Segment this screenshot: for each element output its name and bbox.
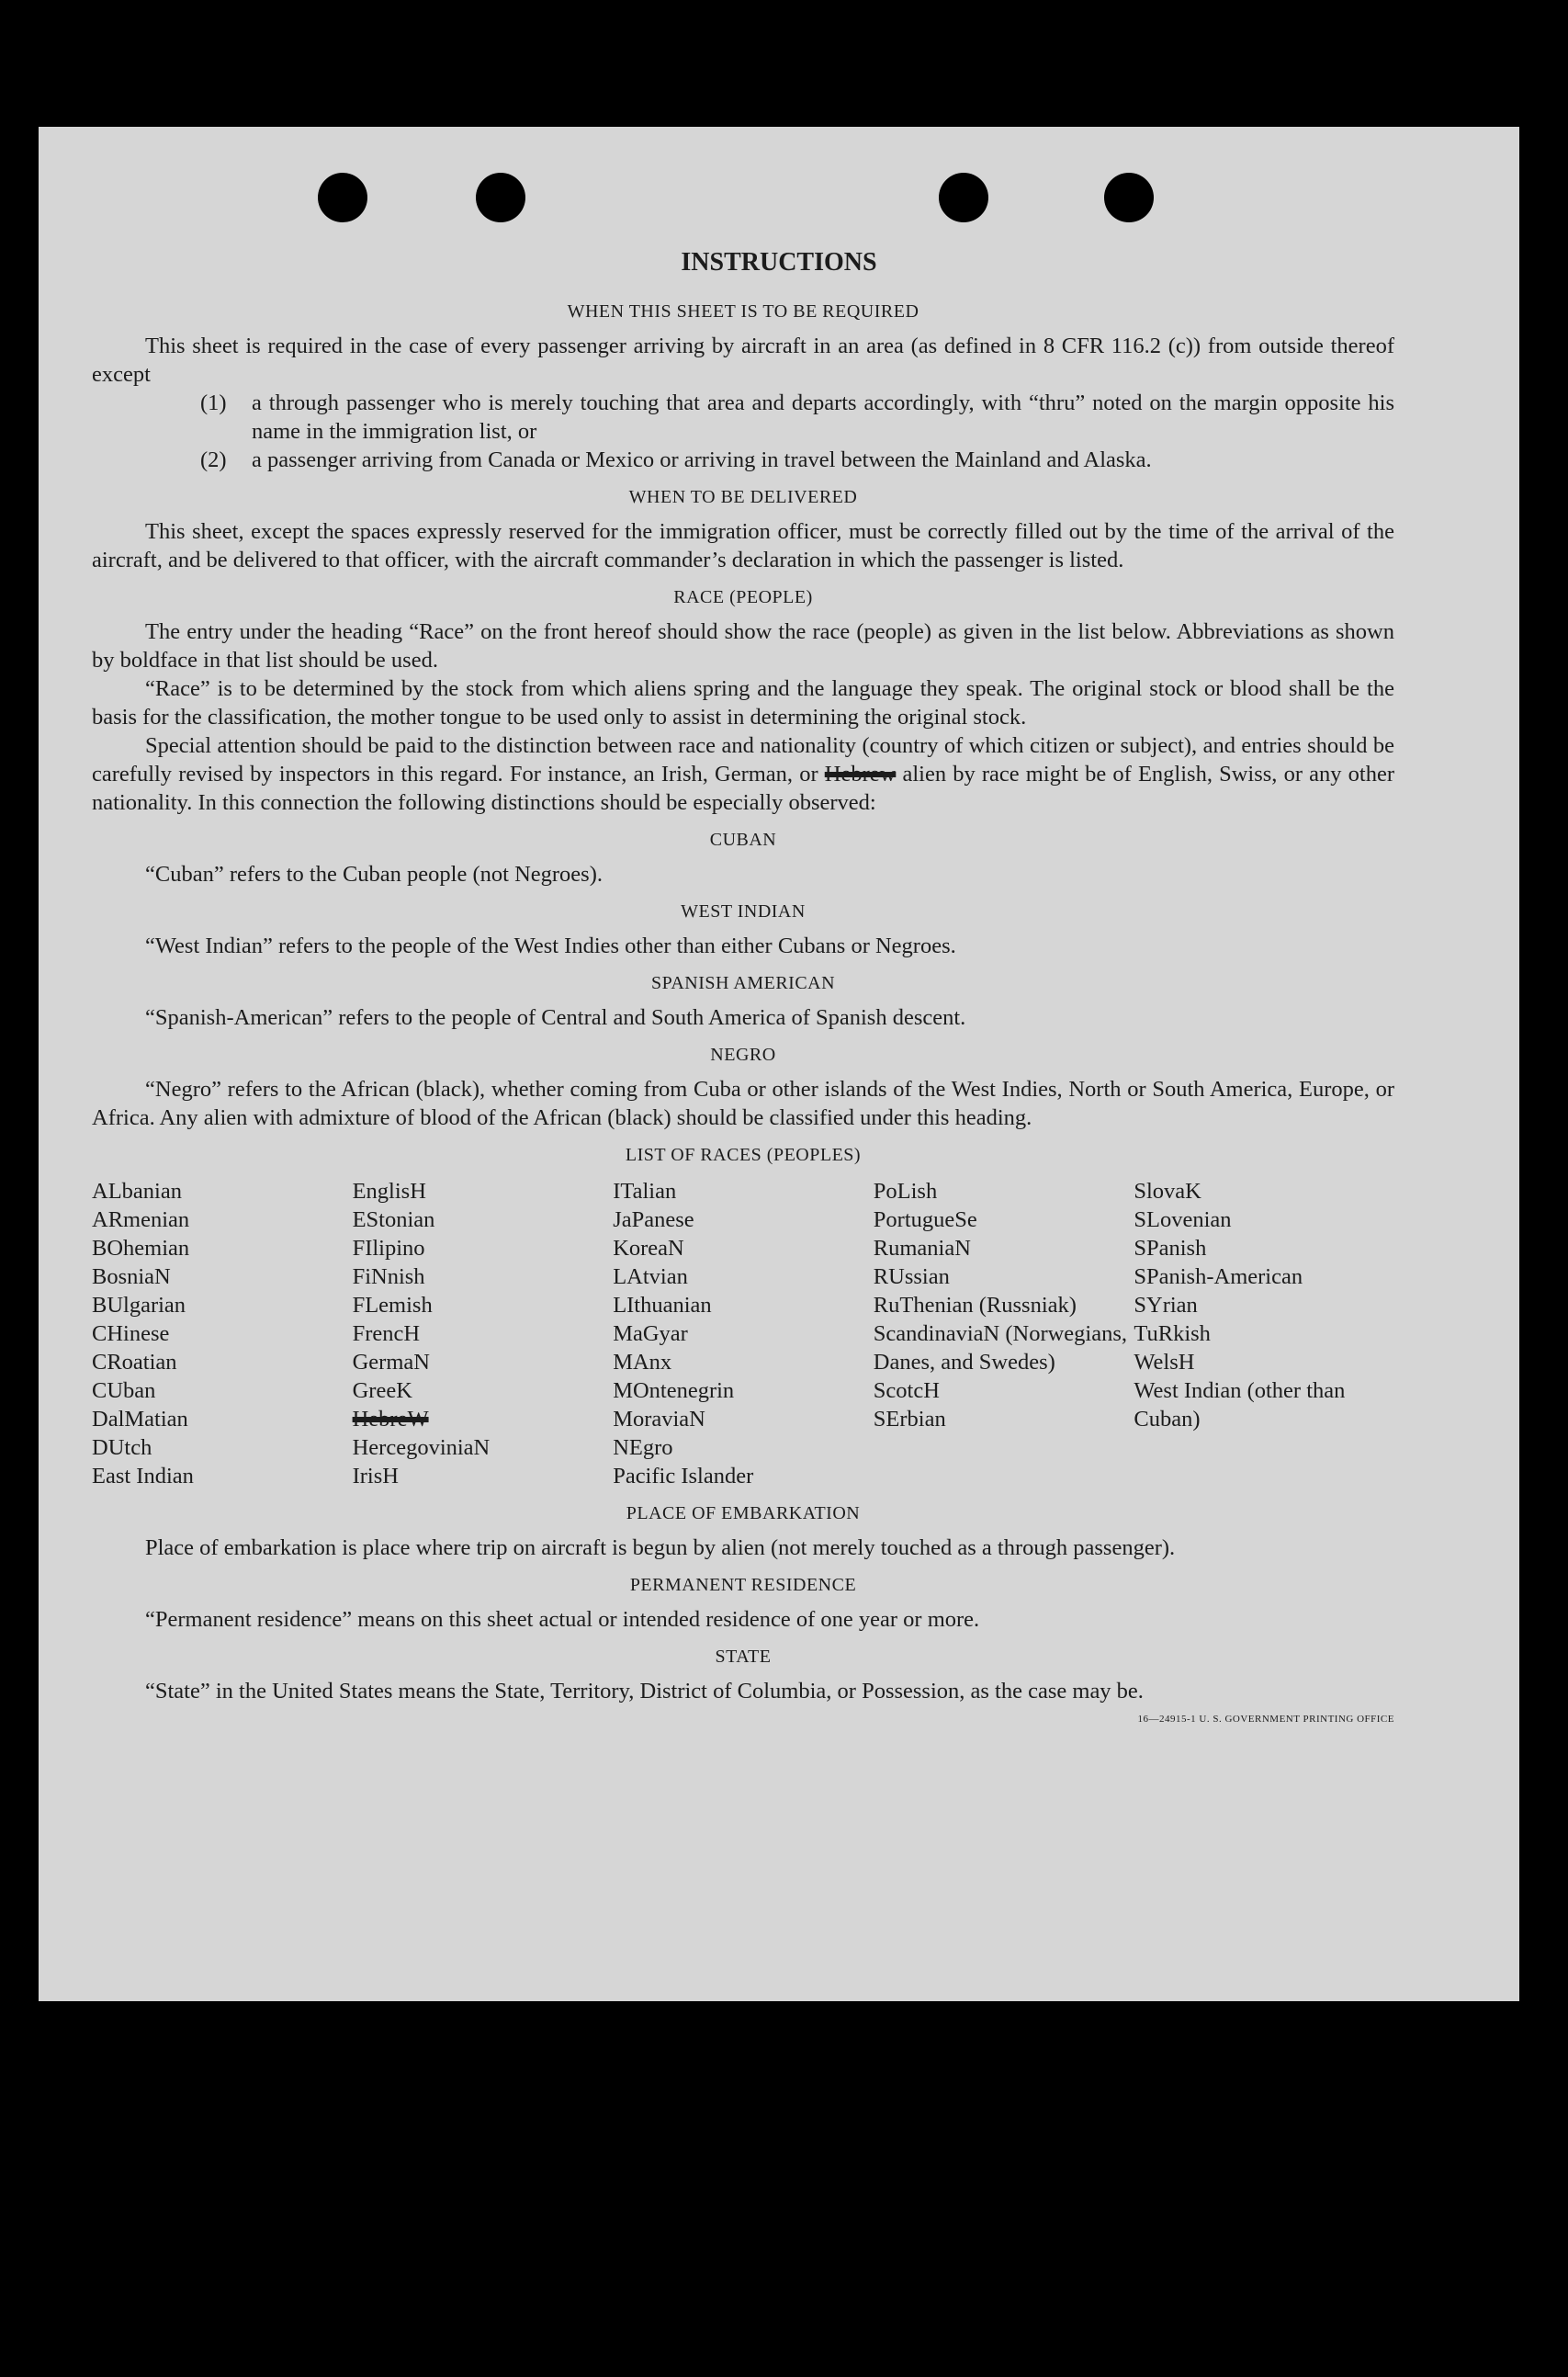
race-entry: KoreaN bbox=[613, 1236, 684, 1261]
section-heading-negro: NEGRO bbox=[710, 1045, 776, 1065]
list-item-number: (2) bbox=[200, 447, 227, 472]
race-entry: HercegoviniaN bbox=[352, 1435, 491, 1460]
race-entry: IrisH bbox=[352, 1464, 399, 1488]
race-entry: CHinese bbox=[92, 1321, 170, 1346]
paragraph-cuban: “Cuban” refers to the Cuban people (not Negroes). bbox=[145, 862, 603, 887]
race-entry: MOntenegrin bbox=[613, 1378, 735, 1403]
paragraph-west-indian: “West Indian” refers to the people of the West Indies other than either Cubans or Negroes. bbox=[145, 934, 956, 958]
race-entry: PoLish bbox=[873, 1179, 938, 1204]
race-entry: FIlipino bbox=[352, 1236, 425, 1261]
race-entry: CUban bbox=[92, 1378, 156, 1403]
paragraph-embarkation: Place of embarkation is place where trip on aircraft is begun by alien (not merely touched as a through passenger). bbox=[145, 1535, 1176, 1560]
section-heading-race: RACE (PEOPLE) bbox=[673, 587, 813, 607]
race-entry: SPanish bbox=[1134, 1236, 1207, 1261]
race-entry: LAtvian bbox=[613, 1264, 688, 1289]
race-entry: SlovaK bbox=[1134, 1179, 1201, 1204]
instruction-sheet bbox=[39, 127, 1519, 2001]
race-entry: RUssian bbox=[873, 1264, 950, 1289]
punch-hole bbox=[939, 173, 988, 222]
race-entry: FiNnish bbox=[352, 1264, 425, 1289]
section-heading-when-required: WHEN THIS SHEET IS TO BE REQUIRED bbox=[567, 301, 919, 322]
paragraph-race-2: “Race” is to be determined by the stock from which aliens spring and the language they speak. The original stock or blood shall be the basis for the classification, the mother tongue to be used only to assist in determining the original stock. bbox=[92, 676, 1394, 730]
section-heading-cuban: CUBAN bbox=[709, 830, 777, 850]
race-entry: DalMatian bbox=[92, 1407, 188, 1432]
section-heading-residence: PERMANENT RESIDENCE bbox=[629, 1575, 857, 1595]
race-entry: SErbian bbox=[873, 1407, 946, 1432]
race-entry: ScandinaviaN (Norwegians, Danes, and Swedes) bbox=[873, 1321, 1128, 1375]
race-entry: West Indian (other than Cuban) bbox=[1134, 1378, 1346, 1432]
list-item bbox=[200, 389, 1394, 446]
section-heading-list-of-races: LIST OF RACES (PEOPLES) bbox=[625, 1145, 862, 1165]
race-entry: RuThenian (Russniak) bbox=[873, 1293, 1077, 1318]
race-entry: RumaniaN bbox=[873, 1236, 971, 1261]
section-heading-state: STATE bbox=[715, 1647, 772, 1667]
race-entry: BosniaN bbox=[92, 1264, 171, 1289]
paragraph-residence: “Permanent residence” means on this sheet actual or intended residence of one year or more. bbox=[145, 1607, 980, 1632]
race-column bbox=[613, 1177, 874, 1490]
race-entry: GreeK bbox=[352, 1378, 412, 1403]
race-column bbox=[92, 1177, 353, 1490]
race-entry: EStonian bbox=[352, 1207, 435, 1232]
section-heading-when-delivered: WHEN TO BE DELIVERED bbox=[628, 487, 858, 507]
race-entry: FrencH bbox=[352, 1321, 421, 1346]
race-entry: LIthuanian bbox=[613, 1293, 712, 1318]
paragraph-when-delivered: This sheet, except the spaces expressly reserved for the immigration officer, must be correctly filled out by the time of the arrival of the aircraft, and be delivered to that officer, with the aircraft commander’s declaration in which the passenger is listed. bbox=[92, 519, 1394, 572]
race-entry: TuRkish bbox=[1134, 1321, 1211, 1346]
struck-word: Hebrew bbox=[824, 762, 897, 787]
race-entry: BUlgarian bbox=[92, 1293, 186, 1318]
race-entry: EnglisH bbox=[352, 1179, 426, 1204]
footer bbox=[92, 1705, 1394, 1734]
race-entry: BOhemian bbox=[92, 1236, 190, 1261]
race-entry: FLemish bbox=[352, 1293, 433, 1318]
list-item-text: a passenger arriving from Canada or Mexico or arriving in travel between the Mainland and Alaska. bbox=[252, 447, 1152, 472]
instructions-body bbox=[92, 289, 1394, 1734]
race-entry: SPanish-American bbox=[1134, 1264, 1303, 1289]
punch-hole bbox=[1104, 173, 1154, 222]
paragraph-race-1: The entry under the heading “Race” on the front hereof should show the race (people) as given in the list below. Abbreviations as shown by boldface in that list should be used. bbox=[92, 619, 1394, 673]
race-column bbox=[874, 1177, 1134, 1490]
page-title: INSTRUCTIONS bbox=[681, 248, 877, 277]
race-entry: SLovenian bbox=[1134, 1207, 1232, 1232]
race-entry: East Indian bbox=[92, 1464, 194, 1488]
race-entry: Pacific Islander bbox=[613, 1464, 754, 1488]
section-heading-west-indian: WEST INDIAN bbox=[681, 901, 806, 922]
race-entry-struck: HebreW bbox=[352, 1407, 429, 1432]
race-entry: MAnx bbox=[613, 1350, 672, 1375]
race-entry: WelsH bbox=[1134, 1350, 1195, 1375]
race-entry: NEgro bbox=[613, 1435, 673, 1460]
race-entry: PortugueSe bbox=[873, 1207, 977, 1232]
punch-hole bbox=[476, 173, 525, 222]
print-code: 16—24915-1 U. S. GOVERNMENT PRINTING OFFICE bbox=[1137, 1714, 1394, 1725]
race-entry: MoraviaN bbox=[613, 1407, 705, 1432]
race-entry: ARmenian bbox=[92, 1207, 190, 1232]
race-entry: JaPanese bbox=[613, 1207, 694, 1232]
race-entry: GermaN bbox=[352, 1350, 430, 1375]
race-entry: SYrian bbox=[1134, 1293, 1198, 1318]
list-item-text: a through passenger who is merely touching that area and departs accordingly, with “thru” noted on the margin opposite his name in the immigration list, or bbox=[252, 391, 1394, 444]
race-list bbox=[92, 1177, 1394, 1490]
section-heading-spanish-american: SPANISH AMERICAN bbox=[650, 973, 836, 993]
race-entry: DUtch bbox=[92, 1435, 152, 1460]
section-heading-embarkation: PLACE OF EMBARKATION bbox=[626, 1503, 861, 1523]
race-text-a: Special attention should be paid to the distinction between race and nationality (country of which citizen or subject), and entries should be carefully revised by inspectors in this regard. For instance, an Irish, German, or bbox=[92, 733, 1394, 787]
paragraph-when-required: This sheet is required in the case of every passenger arriving by aircraft in an area (as defined in 8 CFR 116.2 (c)) from outside thereof except bbox=[92, 334, 1394, 387]
race-entry: CRoatian bbox=[92, 1350, 177, 1375]
race-text-b: alien by race might be of English, Swiss, or any other nationality. In this connection the following distinctions should be especially observed: bbox=[92, 762, 1394, 815]
race-entry: MaGyar bbox=[613, 1321, 688, 1346]
race-entry: ITalian bbox=[613, 1179, 677, 1204]
paragraph-spanish-american: “Spanish-American” refers to the people of Central and South America of Spanish descent. bbox=[145, 1005, 966, 1030]
list-item bbox=[200, 446, 1394, 474]
paragraph-state: “State” in the United States means the State, Territory, District of Columbia, or Possession, as the case may be. bbox=[145, 1679, 1144, 1704]
race-entry: ScotcH bbox=[873, 1378, 940, 1403]
punch-hole bbox=[318, 173, 367, 222]
race-entry: ALbanian bbox=[92, 1179, 182, 1204]
race-column bbox=[353, 1177, 614, 1490]
paragraph-race-3 bbox=[92, 731, 1394, 817]
race-column bbox=[1134, 1177, 1394, 1490]
list-item-number: (1) bbox=[200, 391, 227, 415]
paragraph-negro: “Negro” refers to the African (black), whether coming from Cuba or other islands of the West Indies, North or South America, Europe, or Africa. Any alien with admixture of blood of the African (black) should be classified under this heading. bbox=[92, 1077, 1394, 1130]
